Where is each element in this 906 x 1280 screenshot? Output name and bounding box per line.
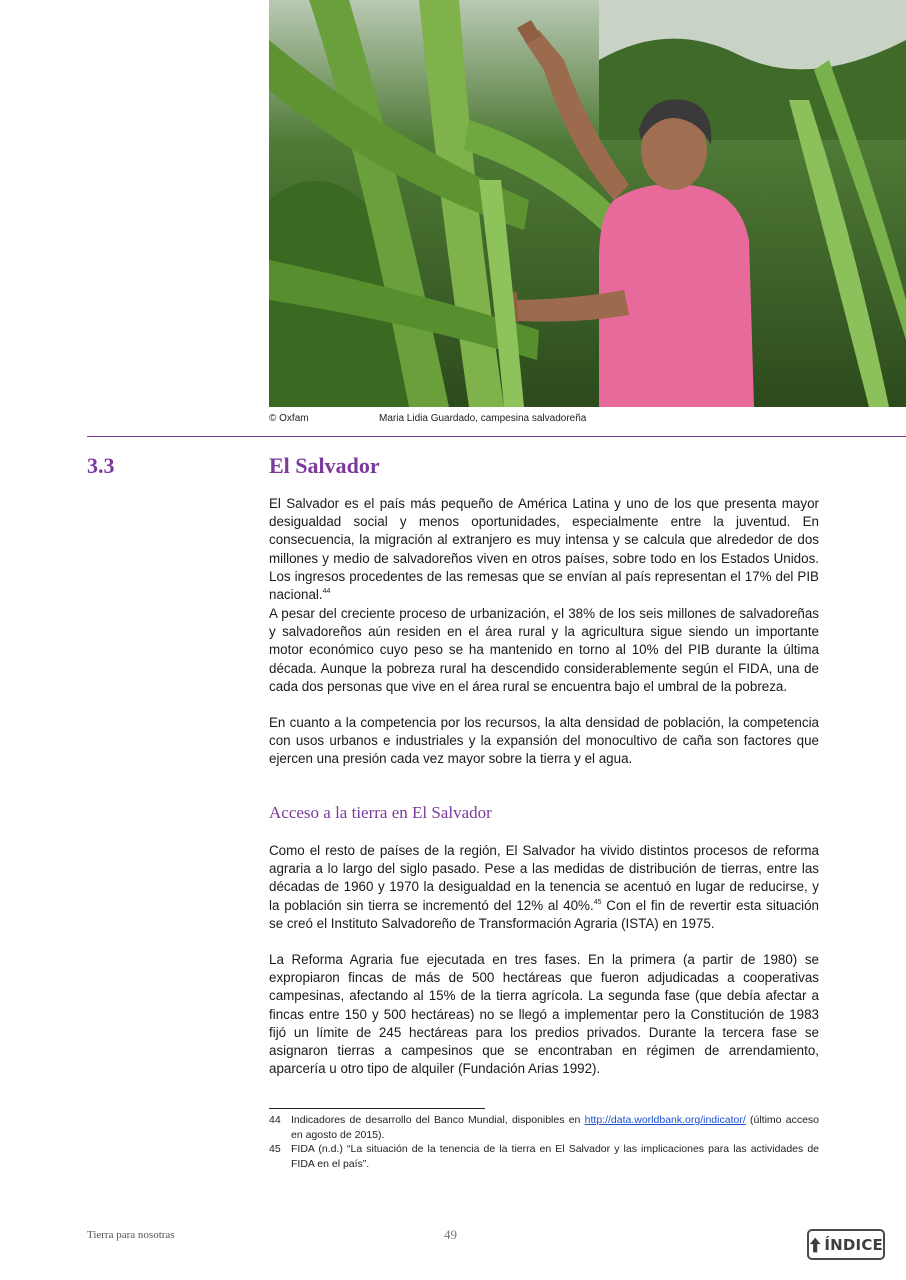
paragraph-4-text-b: Con el fin de revertir esta situación se creó el Instituto Salvadoreño de Transformación Agraria (ISTA) en 1975.	[269, 897, 820, 931]
footnote-ref-45[interactable]: 45	[593, 898, 602, 906]
paragraph-5-text: La Reforma Agraria fue ejecutada en tres fases. En la primera (a partir de 1980) se expropiaron fincas de más de 500 hectáreas que fueron adjudicadas a cooperativas campesinas, afectando al 15% de la tierra agrícola. La segunda fase (que debía afectar a fincas entre 150 y 500 hectáreas) no se llegó a implementar pero la Constitución de 1983 fijó un límite de 245 hectáreas para los predios privados. Durante la tercera fase se asignaron tierras a campesinos que se encontraban en régimen de arrendamiento, aparcería u otro tipo de alquiler (Fundación Arias 1992).	[269, 952, 819, 1077]
footnote-45-text: FIDA (n.d.) “La situación de la tenencia de la tierra en El Salvador y las implicaciones para las actividades de FIDA en el país”.	[291, 1143, 819, 1170]
paragraph-2	[269, 605, 819, 696]
photo-caption: Maria Lidia Guardado, campesina salvadoreña	[379, 413, 587, 424]
paragraph-4-text-a: Como el resto de países de la región, El Salvador ha vivido distintos procesos de reforma agraria a lo largo del siglo pasado. Pese a las medidas de distribución de tierras, entre las décadas de 1960 y 1970 la desigualdad en la tenencia se acentuó en lugar de reducirse, y la población sin tierra se incrementó del 12% al 40%.	[269, 843, 819, 913]
section-title: El Salvador	[269, 453, 380, 478]
footnote-divider	[269, 1108, 485, 1109]
footnote-number: 44	[269, 1114, 281, 1126]
section-divider	[87, 436, 906, 437]
paragraph-3-text: En cuanto a la competencia por los recursos, la alta densidad de población, la competencia con usos urbanos e industriales y la expansión del monocultivo de caña son factores que ejercen una presión cada vez mayor sobre la tierra y el agua.	[269, 715, 819, 767]
footnote-44-text: Indicadores de desarrollo del Banco Mundial, disponibles en	[291, 1114, 585, 1126]
index-button[interactable]	[807, 1229, 885, 1260]
footnote-ref-44[interactable]: 44	[322, 588, 331, 596]
section-number: 3.3	[87, 453, 115, 478]
paragraph-1	[269, 495, 819, 604]
paragraph-3	[269, 714, 819, 769]
index-button-label: ÍNDICE	[824, 1235, 883, 1254]
subheading: Acceso a la tierra en El Salvador	[269, 803, 492, 822]
photo-credit: © Oxfam	[269, 413, 309, 424]
footnote-44-tail: (último acceso en agosto de 2015).	[291, 1114, 819, 1141]
paragraph-5	[269, 951, 819, 1078]
footnote-44	[269, 1113, 819, 1142]
paragraph-2-text: A pesar del creciente proceso de urbanización, el 38% de los seis millones de salvadoreñas y salvadoreños aún residen en el área rural y la agricultura sigue siendo un importante motor económico cuyo peso se ha mantenido en torno al 10% del PIB durante la última década. Aunque la pobreza rural ha descendido considerablemente según el FIDA, una de cada dos personas que vive en el área rural se encuentra bajo el umbral de la pobreza.	[269, 606, 819, 694]
footnote-number: 45	[269, 1143, 281, 1155]
photo-campesina	[269, 0, 906, 407]
paragraph-4	[269, 842, 819, 933]
footnote-45	[269, 1142, 819, 1171]
page-number: 49	[444, 1227, 457, 1242]
up-arrow-icon	[809, 1235, 821, 1255]
footer-publication-title: Tierra para nosotras	[87, 1229, 175, 1241]
photo-illustration	[269, 0, 906, 407]
worldbank-link[interactable]: http://data.worldbank.org/indicator/	[584, 1114, 746, 1126]
paragraph-1-text: El Salvador es el país más pequeño de América Latina y uno de los que presenta mayor desigualdad social y menos oportunidades, especialmente entre la juventud. En consecuencia, la migración al extranjero es muy intensa y se calcula que alrededor de dos millones y medio de salvadoreños viven en otros países, sobre todo en los Estados Unidos. Los ingresos procedentes de las remesas que se envían al país representan el 17% del PIB nacional.	[269, 496, 819, 603]
